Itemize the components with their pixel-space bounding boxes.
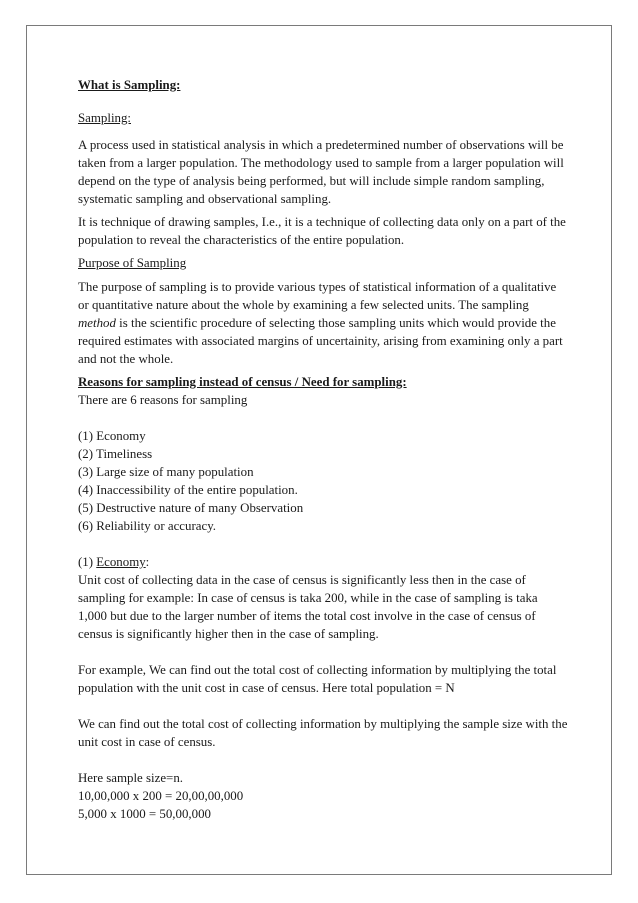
purpose-method-word: method — [78, 316, 116, 330]
page-title: What is Sampling: — [78, 78, 181, 92]
sampling-definition: A process used in statistical analysis in which a predetermined number of observations will be taken from a larger population. The methodology used to sample from a larger population will depend on the type of analysis being performed, but will include simple random sampling, systematic sampling and observational sampling. — [78, 138, 564, 206]
reasons-list — [78, 427, 568, 535]
list-item: (3) Large size of many population — [78, 465, 254, 479]
calculation-sample: 5,000 x 1000 = 50,00,000 — [78, 807, 211, 821]
economy-prefix: (1) — [78, 555, 97, 569]
purpose-text-2: is the scientific procedure of selecting those sampling units which would provide the required estimates with associated margins of uncertainity, arising from examining only a part and not the whole. — [78, 316, 563, 366]
reasons-intro: There are 6 reasons for sampling — [78, 393, 248, 407]
economy-word: Economy — [96, 555, 146, 569]
economy-heading — [78, 553, 568, 571]
list-item: (2) Timeliness — [78, 447, 153, 461]
example-sample-paragraph: We can find out the total cost of collecting information by multiplying the sample size with the unit cost in case of census. — [78, 717, 568, 749]
purpose-heading: Purpose of Sampling — [78, 256, 187, 270]
purpose-text-1: The purpose of sampling is to provide various types of statistical information of a qualitative or quantitative nature about the whole by examining a few selected units. The sampling — [78, 280, 557, 312]
sample-size-line: Here sample size=n. — [78, 771, 183, 785]
economy-suffix: : — [145, 555, 150, 569]
economy-paragraph: Unit cost of collecting data in the case of census is significantly less then in the case of sampling for example: In case of census is taka 200, while in the case of sampling is taka 1,000 but due to the larger number of items the total cost involve in the case of census of census is significantly higher then in the case of sampling. — [78, 573, 538, 641]
example-census-paragraph: For example, We can find out the total cost of collecting information by multiplying the total population with the unit cost in case of census. Here total population = N — [78, 663, 557, 695]
document-page — [26, 25, 612, 875]
calculation-census: 10,00,000 x 200 = 20,00,00,000 — [78, 789, 244, 803]
technique-paragraph: It is technique of drawing samples, I.e., it is a technique of collecting data only on a part of the population to reveal the characteristics of the entire population. — [78, 215, 566, 247]
reasons-heading: Reasons for sampling instead of census / Need for sampling: — [78, 375, 407, 389]
list-item: (5) Destructive nature of many Observation — [78, 501, 304, 515]
list-item: (4) Inaccessibility of the entire population. — [78, 483, 298, 497]
list-item: (1) Economy — [78, 429, 146, 443]
document-body — [78, 76, 568, 823]
list-item: (6) Reliability or accuracy. — [78, 519, 217, 533]
sampling-heading: Sampling: — [78, 111, 131, 125]
purpose-paragraph — [78, 278, 568, 368]
